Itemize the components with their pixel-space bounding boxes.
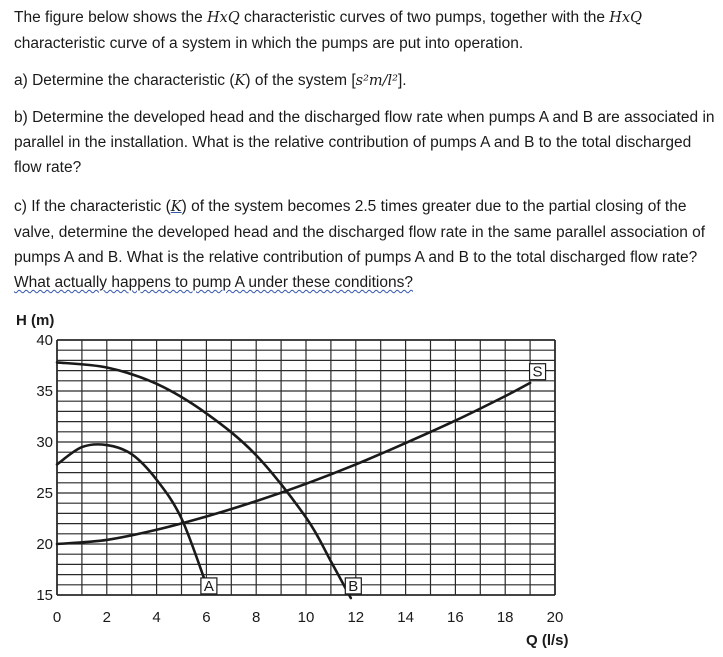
- y-tick-label: 35: [36, 383, 53, 400]
- y-tick-label: 20: [36, 536, 53, 553]
- question-c-math-k: K: [170, 199, 182, 215]
- intro-math-hxq-2: HxQ: [609, 10, 643, 26]
- intro-text-3: characteristic curve of a system in which the pumps are put into operation.: [14, 35, 524, 52]
- y-tick-label: 40: [36, 332, 53, 349]
- x-tick-label: 4: [152, 609, 161, 626]
- chart-grid: [57, 340, 555, 595]
- x-tick-label: 0: [52, 609, 62, 626]
- intro-text-2: characteristic curves of two pumps, together with the: [239, 9, 610, 26]
- x-tick-label: 10: [297, 609, 315, 626]
- question-a: [14, 68, 407, 94]
- curve-label-b: B: [348, 577, 359, 595]
- x-tick-label: 14: [397, 609, 414, 626]
- x-tick-label: 6: [202, 609, 211, 626]
- x-tick-label: 8: [252, 609, 261, 626]
- question-c: [14, 194, 716, 295]
- curve-label-s: S: [532, 363, 543, 381]
- x-axis-label: Q (l/s): [526, 632, 569, 649]
- curve-b: [57, 362, 351, 598]
- question-b: b) Determine the developed head and the discharged flow rate when pumps A and B are associated in parallel in the installation. What is the relative contribution of pumps A and B to the total discharged flow rate?: [14, 109, 715, 176]
- intro-math-hxq-1: HxQ: [207, 10, 240, 26]
- chart-curves: [57, 362, 530, 598]
- intro-text-1: The figure below shows the: [14, 9, 207, 26]
- curve-s: [57, 383, 530, 544]
- x-tick-label: 12: [347, 609, 365, 626]
- y-tick-label: 30: [36, 434, 53, 451]
- y-tick-label: 25: [36, 485, 53, 502]
- question-c-text-3: What actually happens to pump A under these conditions?: [14, 274, 413, 291]
- hq-chart: [0, 300, 723, 657]
- curve-label-a: A: [203, 577, 214, 595]
- question-a-text-1: a) Determine the characteristic (: [14, 72, 235, 89]
- x-tick-label: 20: [546, 609, 564, 626]
- x-tick-label: 18: [496, 609, 514, 626]
- question-a-text-2: ) of the system [: [245, 72, 356, 89]
- x-tick-labels: [53, 609, 564, 626]
- curve-labels: [201, 364, 546, 595]
- question-c-text-1: c) If the characteristic (: [14, 198, 171, 215]
- question-c-text-2: ) of the system becomes 2.5 times greater due to the partial closing of the valve, determine the developed head and the discharged flow rate in the same parallel association of pumps A and B. What is the relative contribution of pumps A and B to the total discharged flow rate?: [14, 198, 706, 266]
- y-tick-labels: [36, 332, 53, 604]
- y-axis-label: H (m): [16, 312, 55, 329]
- question-a-text-3: ].: [397, 72, 407, 89]
- intro-paragraph: [14, 5, 716, 56]
- y-tick-label: 15: [36, 587, 53, 604]
- x-tick-label: 16: [447, 609, 464, 626]
- question-a-math-k: K: [234, 73, 246, 89]
- question-a-units: s²m/l²: [355, 73, 398, 89]
- x-tick-label: 2: [102, 609, 111, 626]
